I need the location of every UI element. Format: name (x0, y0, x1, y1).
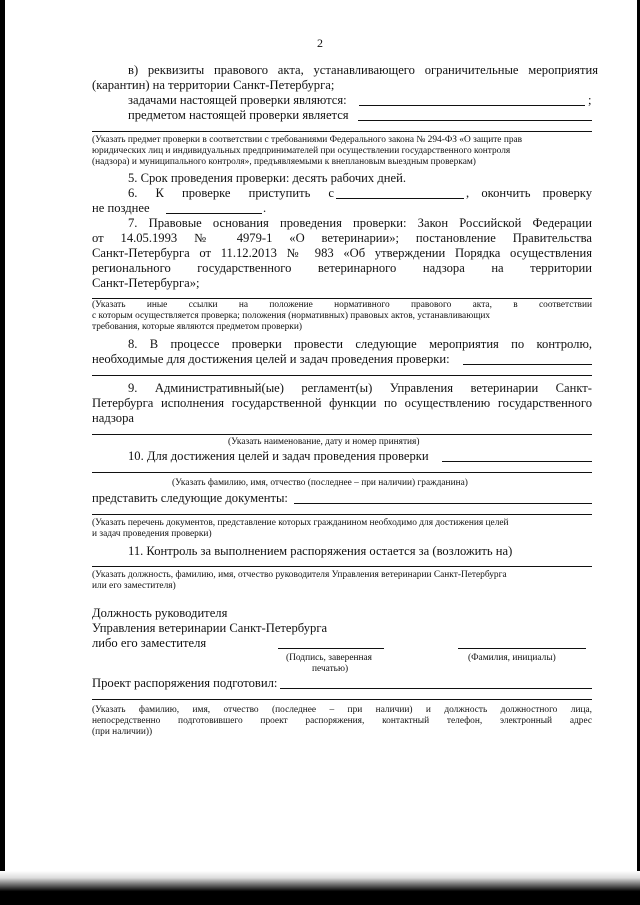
tasks-label: задачами настоящей проверки являются: (128, 93, 347, 107)
note-docs-line-2: и задач проведения проверки) (92, 529, 212, 539)
item-6-deadline-label: не позднее (92, 201, 150, 215)
item-7-line-1: 7. Правовые основания проведения проверки: Закон Российской Федерации (128, 216, 592, 230)
start-date-field[interactable] (336, 198, 464, 199)
documents-label: представить следующие документы: (92, 491, 288, 505)
subject-field[interactable] (358, 120, 592, 121)
control-field[interactable] (92, 566, 592, 567)
deadline-field[interactable] (166, 213, 262, 214)
item-8-line-2: необходимые для достижения целей и задач проведения проверки: (92, 352, 450, 366)
item-9-line-1: 9. Административный(ые) регламент(ы) Управления ветеринарии Санкт- (128, 381, 592, 395)
note-subject-line-2: юридических лиц и индивидуальных предпринимателей при осуществлении государственного контроля (92, 146, 511, 156)
documents-field[interactable] (294, 503, 592, 504)
note-refs-line-3: требования, которые являются предметом проверки) (92, 322, 302, 332)
note-head-line-2: или его заместителя) (92, 581, 176, 591)
prepared-field-2[interactable] (92, 699, 592, 700)
item-9-line-3: надзора (92, 411, 134, 425)
note-prepared-line-1: (Указать фамилию, имя, отчество (последнее – при наличии) и должность должностного лица, (92, 705, 592, 715)
item-7-line-4: регионального государственного ветеринарного надзора на территории (92, 261, 592, 275)
note-prepared-line-2: непосредственно подготовившего проект распоряжения, контактный телефон, электронный адрес (92, 716, 592, 726)
tasks-field[interactable] (359, 105, 585, 106)
regulation-field[interactable] (92, 434, 592, 435)
note-head-line-1: (Указать должность, фамилию, имя, отчество руководителя Управления ветеринарии Санкт-Петербурга (92, 570, 507, 580)
note-refs-line-2: с которым осуществляется проверка; положения (нормативных) правовых актов, устанавливающих (92, 311, 491, 321)
item-10: 10. Для достижения целей и задач проведения проверки (128, 449, 429, 463)
prepared-label: Проект распоряжения подготовил: (92, 676, 278, 690)
scan-edge-left (0, 0, 5, 905)
note-regulation: (Указать наименование, дату и номер принятия) (228, 437, 420, 447)
page-number: 2 (317, 36, 323, 50)
refs-field[interactable] (92, 298, 592, 299)
item-7-line-5: Санкт-Петербурга»; (92, 276, 200, 290)
signature-position-line-1: Должность руководителя (92, 606, 228, 620)
subject-field-2[interactable] (92, 131, 592, 132)
measures-field[interactable] (463, 364, 592, 365)
note-prepared-line-3: (при наличии)) (92, 727, 153, 737)
signature-position-line-2: Управления ветеринарии Санкт-Петербурга (92, 621, 328, 635)
item-7-line-3: Санкт-Петербурга от 11.12.2013 № 983 «Об утверждении Порядка осуществления (92, 246, 592, 260)
item-6-start: 6. К проверке приступить с (128, 186, 334, 200)
note-docs-line-1: (Указать перечень документов, представление которых гражданином необходимо для достижения целей (92, 518, 509, 528)
signature-position-line-3: либо его заместителя (92, 636, 207, 650)
signature-field[interactable] (278, 648, 384, 649)
item-6-deadline-end: . (263, 201, 267, 215)
prepared-field[interactable] (280, 688, 592, 689)
note-subject-line-1: (Указать предмет проверки в соответствии с требованиями Федерального закона № 294-ФЗ «О защите прав (92, 135, 523, 145)
documents-field-2[interactable] (92, 514, 592, 515)
tasks-end: ; (588, 93, 592, 107)
citizen-field[interactable] (442, 461, 592, 462)
section-v-line-1: в) реквизиты правового акта, устанавливающего ограничительные мероприятия (128, 63, 598, 77)
item-11: 11. Контроль за выполнением распоряжения остается за (возложить на) (128, 544, 513, 558)
caption-name: (Фамилия, инициалы) (468, 653, 556, 663)
section-v-line-2: (карантин) на территории Санкт-Петербурга; (92, 78, 335, 92)
note-subject-line-3: (надзора) и муниципального контроля», предъявляемыми к внеплановым выездным проверкам) (92, 157, 476, 167)
caption-signature-1: (Подпись, заверенная (286, 653, 372, 663)
item-9-line-2: Петербурга исполнения государственной функции по осуществлению государственного (92, 396, 592, 410)
name-initials-field[interactable] (458, 648, 586, 649)
subject-label: предметом настоящей проверки является (128, 108, 349, 122)
note-fio: (Указать фамилию, имя, отчество (последнее – при наличии) гражданина) (172, 478, 468, 488)
item-8-line-1: 8. В процессе проверки провести следующие мероприятия по контролю, (128, 337, 592, 351)
citizen-field-2[interactable] (92, 472, 592, 473)
item-7-line-2: от 14.05.1993 № 4979-1 «О ветеринарии»; постановление Правительства (92, 231, 592, 245)
measures-field-2[interactable] (92, 375, 592, 376)
item-6-end: , окончить проверку (466, 186, 592, 200)
scan-edge-bottom (0, 871, 640, 905)
item-5: 5. Срок проведения проверки: десять рабочих дней. (128, 171, 406, 185)
caption-signature-2: печатью) (312, 664, 349, 674)
note-refs-line-1: (Указать иные ссылки на положение нормативного правового акта, в соответствии (92, 300, 592, 310)
